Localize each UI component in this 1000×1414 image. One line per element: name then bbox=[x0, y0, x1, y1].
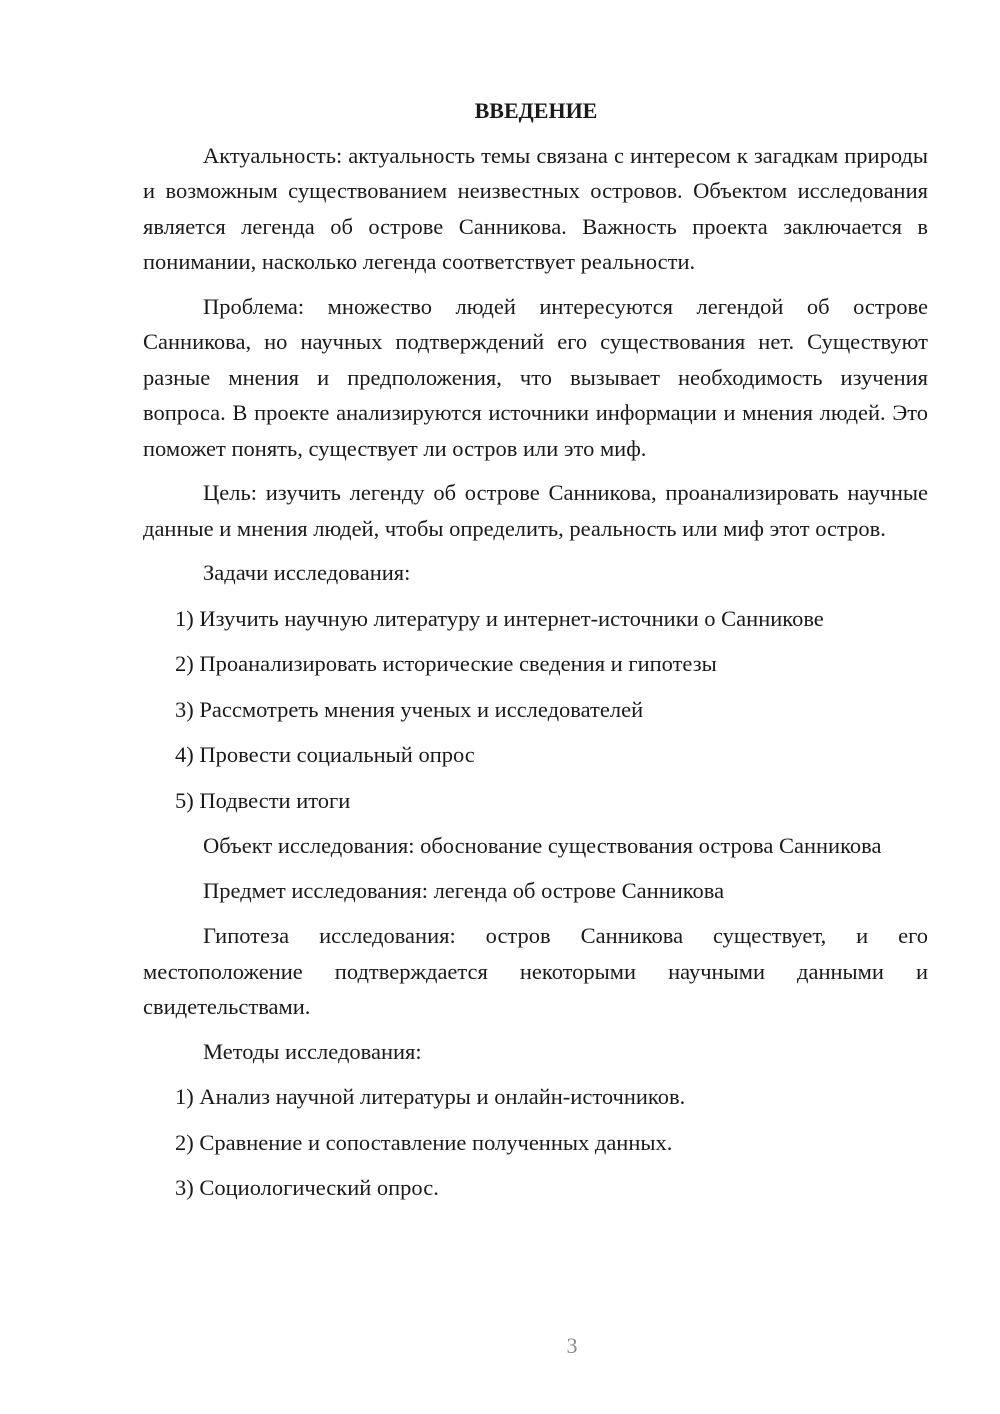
hypothesis-paragraph: Гипотеза исследования: остров Санникова существует, и его местоположение подтверждается некоторыми научными данными и свидетельствами. bbox=[143, 923, 928, 1019]
document-page bbox=[143, 93, 928, 1216]
problem-paragraph: Проблема: множество людей интересуются легендой об острове Санникова, но научных подтверждений его существования нет. Существуют разные мнения и предположения, что вызывает необходимость изучения вопроса. В проекте анализируются источники информации и мнения людей. Это поможет понять, существует ли остров или это миф. bbox=[143, 293, 928, 461]
object-paragraph: Объект исследования: обоснование существования острова Санникова bbox=[203, 833, 882, 858]
tasks-list bbox=[143, 601, 928, 819]
subject-paragraph: Предмет исследования: легенда об острове Санникова bbox=[203, 877, 725, 903]
methods-list bbox=[143, 1079, 928, 1206]
goal-paragraph: Цель: изучить легенду об острове Санникова, проанализировать научные данные и мнения людей, чтобы определить, реальность или миф этот остров. bbox=[143, 480, 928, 541]
list-item: 1) Изучить научную литературу и интернет-источники о Санникове bbox=[175, 605, 824, 631]
list-item: 3) Рассмотреть мнения ученых и исследователей bbox=[175, 696, 644, 722]
list-item: 1) Анализ научной литературы и онлайн-источников. bbox=[175, 1084, 686, 1109]
list-item: 2) Сравнение и сопоставление полученных данных. bbox=[175, 1129, 673, 1155]
list-item: 3) Социологический опрос. bbox=[175, 1175, 439, 1200]
list-item: 4) Провести социальный опрос bbox=[175, 742, 475, 767]
relevance-paragraph: Актуальность: актуальность темы связана с интересом к загадкам природы и возможным существованием неизвестных островов. Объектом исследования является легенда об острове Санникова. Важность проекта заключается в понимании, насколько легенда соответствует реальности. bbox=[143, 142, 928, 274]
tasks-heading: Задачи исследования: bbox=[203, 560, 411, 585]
page-title: ВВЕДЕНИЕ bbox=[474, 98, 598, 123]
methods-heading: Методы исследования: bbox=[203, 1038, 422, 1064]
list-item: 2) Проанализировать исторические сведения и гипотезы bbox=[175, 651, 717, 676]
page-number: 3 bbox=[566, 1333, 578, 1358]
list-item: 5) Подвести итоги bbox=[175, 787, 351, 813]
